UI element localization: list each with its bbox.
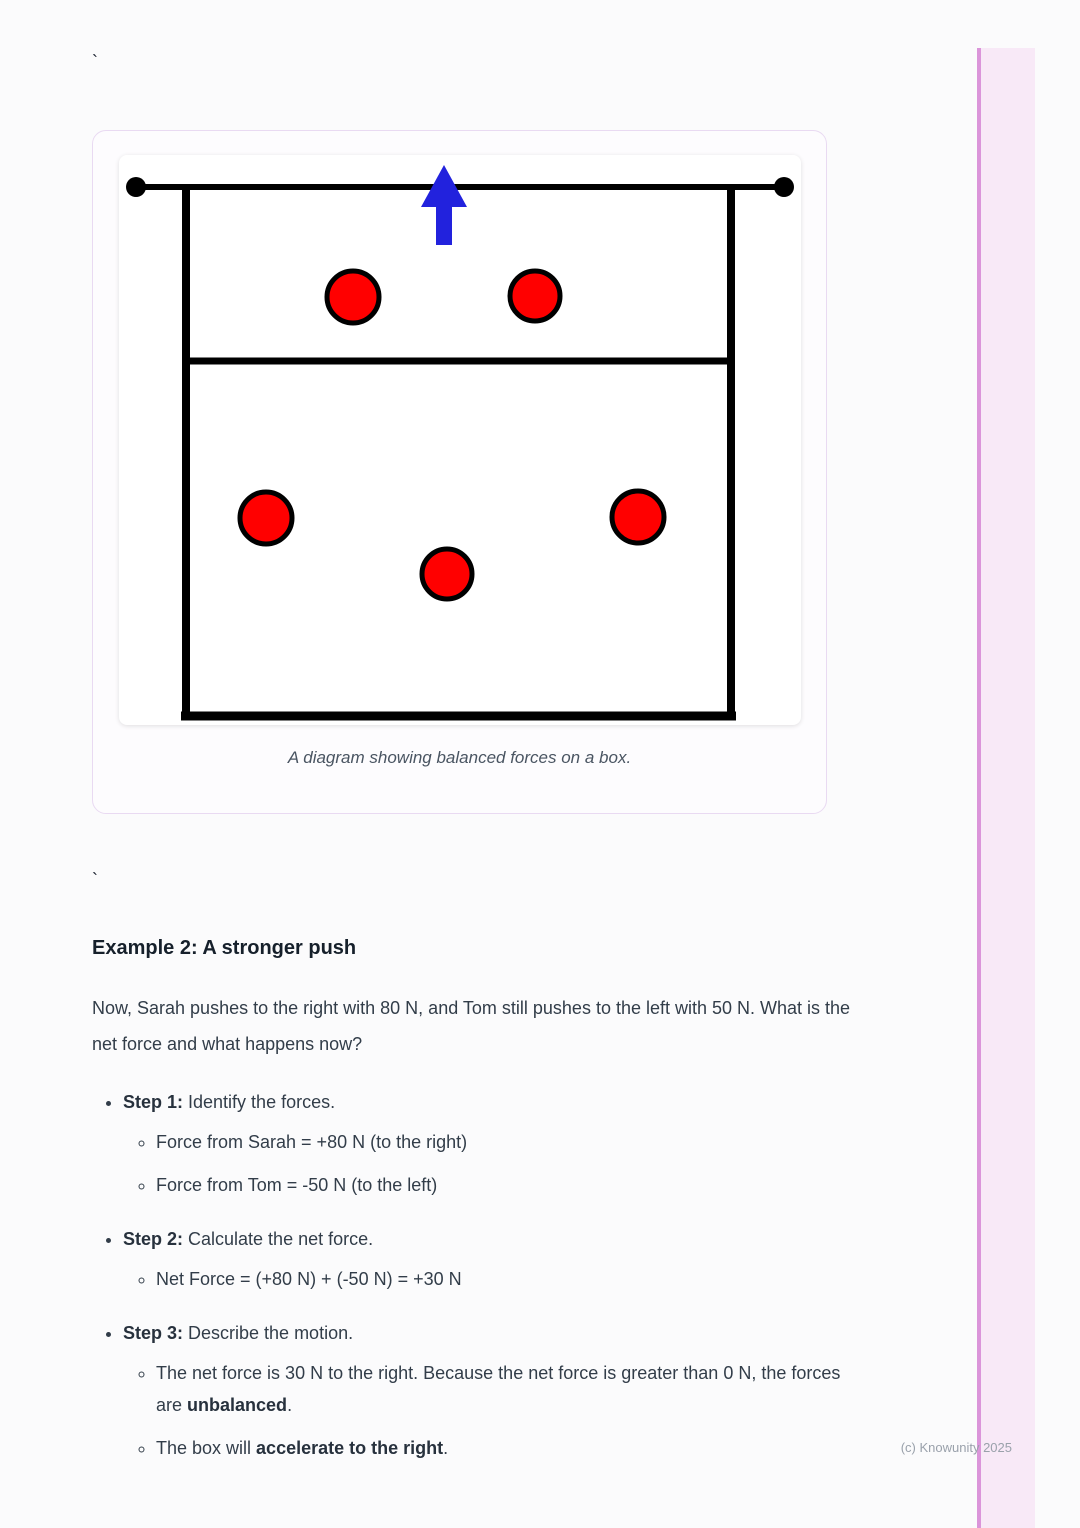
step-1-sublist <box>123 1126 940 1201</box>
copyright-footer: (c) Knowunity 2025 <box>900 1440 1012 1455</box>
figure-caption: A diagram showing balanced forces on a box. <box>287 748 632 767</box>
list-item <box>156 1432 846 1464</box>
step-3-sublist <box>123 1357 940 1464</box>
sub-item-text: The net force is 30 N to the right. Because the net force is greater than 0 N, the forces are unbalanced. <box>156 1363 841 1415</box>
section-heading: Example 2: A stronger push <box>92 937 357 959</box>
step-label: Step 2: <box>123 1229 184 1249</box>
rope-end-dot-right <box>774 177 794 197</box>
rope-end-dot-left <box>126 177 146 197</box>
step-text: Identify the forces. <box>183 1092 336 1112</box>
document-body <box>92 0 940 1464</box>
list-item-step-3 <box>123 1317 940 1464</box>
sub-item-text: The box will accelerate to the right. <box>156 1438 449 1458</box>
stray-backtick-middle: ` <box>92 870 98 890</box>
right-decoration-stripe <box>977 48 1035 1528</box>
list-item <box>156 1263 846 1295</box>
step-text: Calculate the net force. <box>183 1229 374 1249</box>
list-item-step-1 <box>123 1086 940 1201</box>
step-2-sublist <box>123 1263 940 1295</box>
red-circle-upper-right <box>510 271 560 321</box>
list-item-step-2 <box>123 1223 940 1295</box>
intro-paragraph: Now, Sarah pushes to the right with 80 N, and Tom still pushes to the left with 50 N. What is the net force and what happens now? <box>92 998 851 1054</box>
red-circle-lower-middle <box>422 549 472 599</box>
list-item <box>156 1126 846 1158</box>
red-circle-lower-right <box>612 491 664 543</box>
step-label: Step 1: <box>123 1092 184 1112</box>
step-label: Step 3: <box>123 1323 184 1343</box>
list-item <box>156 1357 846 1421</box>
red-circle-lower-left <box>240 492 292 544</box>
up-arrow-shaft <box>436 203 452 245</box>
red-circle-upper-left <box>327 271 379 323</box>
sub-item-text: Force from Sarah = +80 N (to the right) <box>156 1132 468 1152</box>
figure-card <box>92 130 827 814</box>
sub-item-text: Net Force = (+80 N) + (-50 N) = +30 N <box>156 1269 462 1289</box>
step-text: Describe the motion. <box>183 1323 354 1343</box>
steps-list <box>92 1086 940 1464</box>
force-diagram <box>119 155 801 725</box>
stray-backtick-top: ` <box>92 52 98 72</box>
sub-item-text: Force from Tom = -50 N (to the left) <box>156 1175 438 1195</box>
force-diagram-svg <box>119 155 801 725</box>
list-item <box>156 1169 846 1201</box>
